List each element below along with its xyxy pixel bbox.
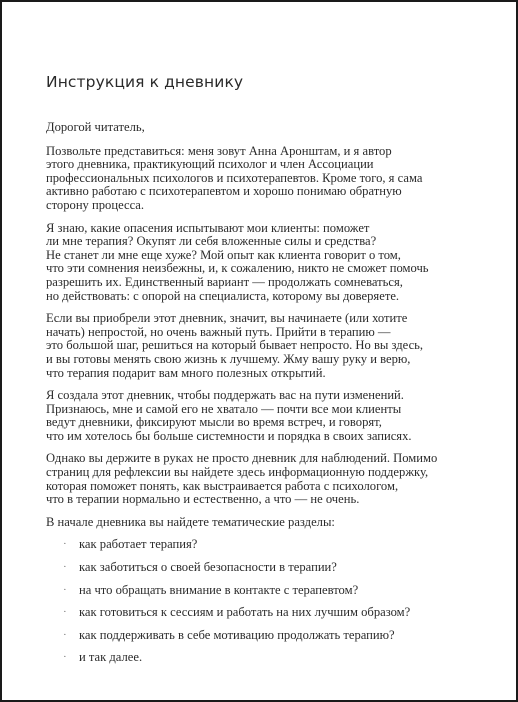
text-line: и вы готовы менять свою жизнь к лучшему. Жму вашу руку и верю, <box>46 351 411 366</box>
bullet-icon: · <box>63 651 67 664</box>
text-line: что им хотелось бы больше системности и порядка в своих записях. <box>46 428 412 443</box>
text-line: страниц для рефлексии вы найдете здесь информационную поддержку, <box>46 465 429 480</box>
text-line: Я знаю, какие опасения испытывают мои клиенты: поможет <box>46 220 370 235</box>
paragraphs <box>46 145 486 507</box>
list-item-text: как работает терапия? <box>79 537 198 552</box>
topic-list <box>46 538 486 665</box>
text-line: Признаюсь, мне и самой его не хватало — почти все мои клиенты <box>46 401 402 416</box>
list-item-text: как поддерживать в себе мотивацию продолжать терапию? <box>79 627 395 642</box>
text-line: что терапия подарит вам много полезных открытий. <box>46 365 326 380</box>
text-line: это большой шаг, решиться на который бывает непросто. Но вы здесь, <box>46 338 424 353</box>
sections-intro: В начале дневника вы найдете тематические разделы: <box>46 514 335 529</box>
list-item <box>46 606 486 620</box>
text-line: Не станет ли мне еще хуже? Мой опыт как клиента говорит о том, <box>46 247 401 262</box>
list-item-text: на что обращать внимание в контакте с терапевтом? <box>79 582 359 597</box>
bullet-icon: · <box>63 561 67 574</box>
bullet-icon: · <box>63 606 67 619</box>
text-line: ли мне терапия? Окупят ли себя вложенные силы и средства? <box>46 234 377 249</box>
text-line: Позвольте представиться: меня зовут Анна Аронштам, и я автор <box>46 143 392 158</box>
text-line: ведут дневники, фиксируют мысли во время встреч, и говорят, <box>46 415 382 430</box>
paragraph <box>46 222 486 304</box>
page-title: Инструкция к дневнику <box>46 73 244 91</box>
text-line: что в терапии нормально и естественно, а что — не очень. <box>46 492 360 507</box>
list-item <box>46 538 486 552</box>
list-item <box>46 584 486 598</box>
text-line: но действовать: с опорой на специалиста, которому вы доверяете. <box>46 288 400 303</box>
list-item-text: и так далее. <box>79 650 143 665</box>
list-item-text: как заботиться о своей безопасности в терапии? <box>79 560 337 575</box>
greeting: Дорогой читатель, <box>46 120 145 134</box>
list-item <box>46 651 486 665</box>
list-item <box>46 629 486 643</box>
text-line: начать) непростой, но очень важный путь. Прийти в терапию — <box>46 324 391 339</box>
page-body <box>46 121 486 674</box>
text-line: разрешить их. Единственный вариант — продолжать сомневаться, <box>46 274 403 289</box>
text-line: которая поможет понять, как выстраивается работа с психологом, <box>46 478 399 493</box>
text-line: профессиональных психологов и психотерапевтов. Кроме того, я сама <box>46 170 423 185</box>
paragraph <box>46 312 486 380</box>
bullet-icon: · <box>63 583 67 596</box>
text-line: Однако вы держите в руках не просто дневник для наблюдений. Помимо <box>46 451 438 466</box>
text-line: активно работаю с психотерапевтом и хорошо понимаю обратную <box>46 184 402 199</box>
paragraph <box>46 145 486 213</box>
list-item-text: как готовиться к сессиям и работать на них лучшим образом? <box>79 605 411 620</box>
text-line: Я создала этот дневник, чтобы поддержать вас на пути изменений. <box>46 388 404 403</box>
paragraph <box>46 389 486 443</box>
bullet-icon: · <box>63 628 67 641</box>
text-line: этого дневника, практикующий психолог и член Ассоциации <box>46 157 374 172</box>
text-line: сторону процесса. <box>46 197 145 212</box>
list-item <box>46 561 486 575</box>
bullet-icon: · <box>63 538 67 551</box>
text-line: Если вы приобрели этот дневник, значит, вы начинаете (или хотите <box>46 311 408 326</box>
text-line: что эти сомнения неизбежны, и, к сожалению, никто не сможет помочь <box>46 261 429 276</box>
paragraph <box>46 452 486 506</box>
